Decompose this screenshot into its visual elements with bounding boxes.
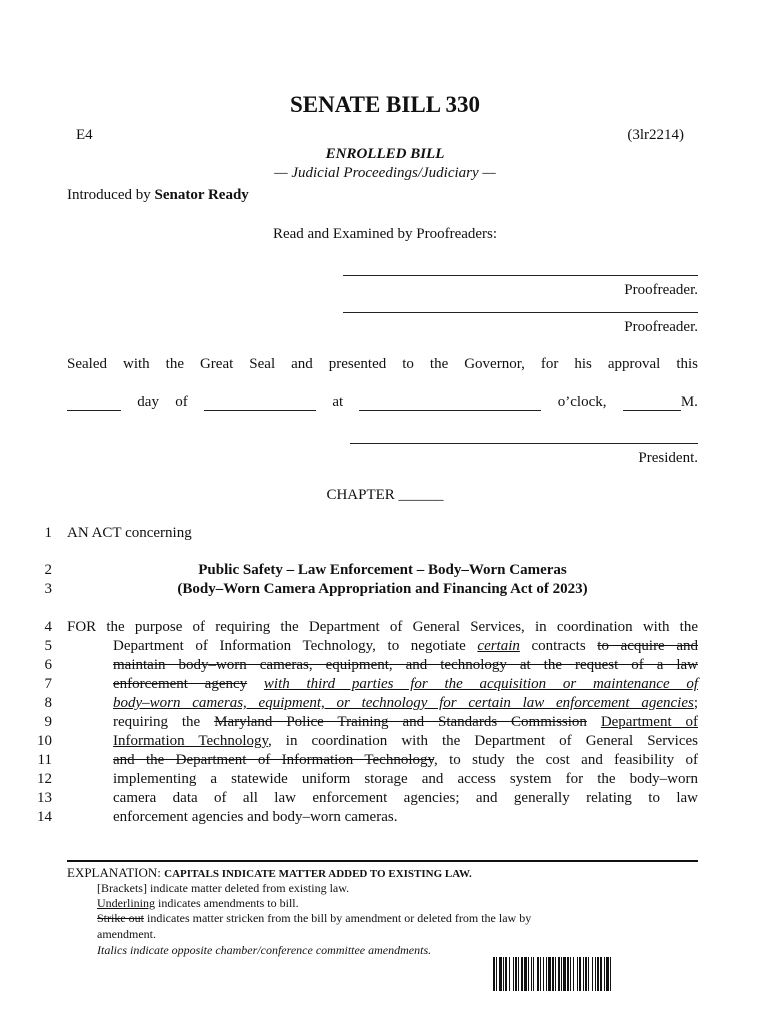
explanation-underlining	[97, 896, 299, 911]
caption-short-title: (Body–Worn Camera Appropriation and Financing Act of 2023)	[177, 581, 588, 597]
barcode-bar	[558, 957, 560, 991]
underlining-word: Underlining	[97, 896, 155, 910]
stricken-text: Maryland Police Training and Standards Commission	[214, 714, 587, 730]
day-blank	[67, 396, 121, 411]
explanation-label: EXPLANATION:	[67, 865, 165, 880]
barcode-bar	[540, 957, 541, 991]
strike-word: Strike out	[97, 911, 144, 925]
line-number: 11	[37, 752, 52, 768]
brackets-word: [Brackets]	[97, 881, 147, 895]
purpose-line-4: FOR the purpose of requiring the Department of General Services, in coordination with the	[67, 619, 698, 635]
proofreader-label-2: Proofreader.	[624, 319, 698, 335]
bill-title: SENATE BILL 330	[289, 92, 481, 117]
barcode-bar	[513, 957, 514, 991]
barcode-bar	[552, 957, 554, 991]
at-word: at	[332, 394, 344, 410]
barcode-bar	[528, 957, 529, 991]
date-time-blanks	[67, 393, 698, 411]
purpose-line-13: camera data of all law enforcement agencies; and generally relating to law	[113, 790, 698, 806]
amendment-italic-underline: certain	[477, 638, 520, 654]
meridiem-m: M.	[680, 394, 698, 410]
explanation-brackets	[97, 881, 349, 896]
stricken-text: maintain body–worn cameras, equipment, and technology at the request of a law	[113, 657, 698, 673]
barcode-bar	[503, 957, 504, 991]
bill-code: E4	[76, 127, 93, 143]
barcode-bar	[597, 957, 599, 991]
barcode	[493, 957, 680, 991]
intro-prefix: Introduced by	[67, 187, 155, 203]
amendment-underline: Information Technology	[113, 733, 269, 749]
text-run: , in coordination with the Department of General Services	[268, 733, 699, 749]
line-number: 9	[44, 714, 52, 730]
caption-title: Public Safety – Law Enforcement – Body–Worn Cameras	[198, 562, 567, 578]
barcode-bar	[573, 957, 574, 991]
barcode-bar	[537, 957, 539, 991]
proofreader-signature-line-1	[343, 275, 698, 276]
president-label: President.	[638, 450, 698, 466]
barcode-bar	[518, 957, 519, 991]
line-number: 6	[44, 657, 52, 673]
time-blank	[359, 396, 541, 411]
line-number: 12	[37, 771, 52, 787]
line-number: 1	[44, 525, 52, 541]
line-number: 13	[37, 790, 52, 806]
purpose-line-12: implementing a statewide uniform storage and access system for the body–worn	[113, 771, 698, 787]
amendment-italic-underline: with third parties for the acquisition or maintenance of	[263, 676, 699, 692]
committee-line: — Judicial Proceedings/Judiciary —	[274, 165, 496, 181]
line-number: 10	[37, 733, 52, 749]
purpose-line-7	[113, 675, 698, 693]
text-run	[587, 714, 601, 730]
barcode-bar	[499, 957, 502, 991]
text-run: requiring the	[113, 714, 215, 730]
stricken-text: enforcement agency	[113, 676, 248, 692]
explanation-strike	[97, 911, 531, 926]
barcode-bar	[505, 957, 507, 991]
introduced-by	[67, 186, 249, 204]
sponsor-name: Senator Ready	[154, 187, 249, 203]
barcode-bar	[521, 957, 523, 991]
barcode-bar	[583, 957, 584, 991]
proofreader-label-1: Proofreader.	[624, 282, 698, 298]
purpose-line-5	[113, 637, 698, 655]
text-run: Department of Information Technology, to negotiate	[113, 638, 478, 654]
barcode-bar	[600, 957, 602, 991]
act-concerning: AN ACT concerning	[67, 525, 192, 541]
purpose-line-11	[113, 751, 698, 769]
meridiem-blank	[623, 396, 681, 411]
line-number: 8	[44, 695, 52, 711]
line-number: 5	[44, 638, 52, 654]
line-number: 4	[44, 619, 52, 635]
enrolled-status: ENROLLED BILL	[325, 146, 445, 162]
barcode-bar	[567, 957, 569, 991]
amendment-italic-underline: body–worn cameras, equipment, or technology for certain law enforcement agencies	[113, 695, 694, 711]
text-run: , to study the cost and feasibility of	[434, 752, 698, 768]
purpose-line-14: enforcement agencies and body–worn cameras.	[113, 809, 398, 825]
president-signature-line	[350, 443, 698, 444]
barcode-bar	[595, 957, 596, 991]
barcode-bar	[577, 957, 578, 991]
barcode-bar	[579, 957, 581, 991]
barcode-bar	[563, 957, 566, 991]
proofreader-signature-line-2	[343, 312, 698, 313]
oclock-word: o’clock,	[557, 394, 607, 410]
month-blank	[204, 396, 316, 411]
text-run: contracts	[519, 638, 598, 654]
day-word: day	[137, 394, 159, 410]
barcode-bar	[606, 957, 609, 991]
barcode-bar	[546, 957, 547, 991]
explanation-rule	[67, 860, 698, 862]
line-number: 2	[44, 562, 52, 578]
barcode-bar	[493, 957, 495, 991]
stricken-text: and the Department of Information Technology	[113, 752, 435, 768]
explanation-italics: Italics indicate opposite chamber/conference committee amendments.	[97, 943, 432, 957]
sealed-statement: Sealed with the Great Seal and presented to the Governor, for his approval this	[67, 356, 698, 372]
stricken-text: to acquire and	[597, 638, 698, 654]
purpose-line-9	[113, 713, 698, 731]
purpose-line-10	[113, 732, 698, 750]
barcode-bar	[531, 957, 532, 991]
barcode-bar	[585, 957, 587, 991]
barcode-bar	[509, 957, 510, 991]
text-run: ;	[693, 695, 698, 711]
barcode-bar	[524, 957, 527, 991]
text-run	[247, 676, 264, 692]
barcode-bar	[515, 957, 517, 991]
purpose-line-6	[113, 656, 698, 674]
barcode-bar	[555, 957, 556, 991]
barcode-bar	[533, 957, 534, 991]
amendment-underline: Department of	[600, 714, 699, 730]
line-number: 3	[44, 581, 52, 597]
explanation-strike-cont: amendment.	[97, 927, 156, 941]
chapter-line: CHAPTER ______	[326, 487, 444, 503]
barcode-bar	[604, 957, 605, 991]
explanation-capitals	[67, 865, 472, 881]
brackets-desc: indicate matter deleted from existing law.	[146, 881, 350, 895]
barcode-bar	[548, 957, 551, 991]
line-number: 7	[44, 676, 52, 692]
meridiem-group	[623, 393, 698, 411]
underlining-desc: indicates amendments to bill.	[155, 896, 299, 910]
of-word: of	[175, 394, 188, 410]
read-examined: Read and Examined by Proofreaders:	[272, 226, 498, 242]
explanation-capitals-text: CAPITALS INDICATE MATTER ADDED TO EXISTING LAW.	[164, 868, 472, 880]
barcode-bar	[588, 957, 589, 991]
strike-desc: indicates matter stricken from the bill by amendment or deleted from the law by	[144, 911, 532, 925]
lr-number: (3lr2214)	[627, 127, 684, 143]
barcode-bar	[543, 957, 544, 991]
barcode-bar	[561, 957, 562, 991]
barcode-bar	[592, 957, 593, 991]
barcode-bar	[570, 957, 571, 991]
purpose-line-8	[113, 694, 698, 712]
barcode-bar	[610, 957, 611, 991]
line-number: 14	[37, 809, 52, 825]
barcode-bar	[496, 957, 497, 991]
